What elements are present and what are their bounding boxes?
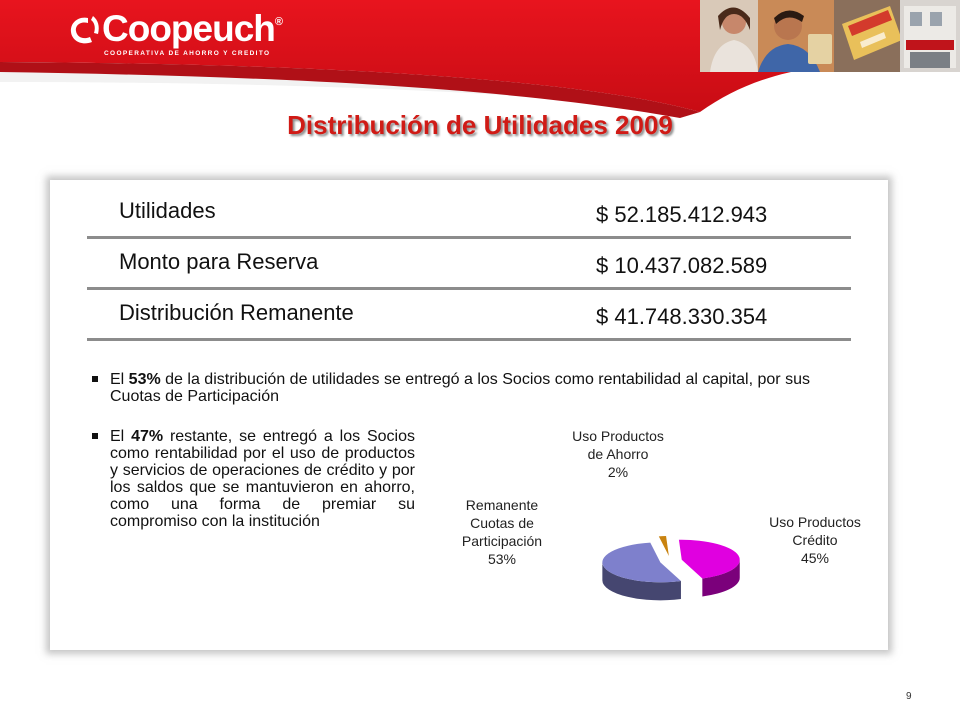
bullet-square-icon bbox=[92, 433, 98, 439]
bullet-percent: 53% bbox=[128, 371, 161, 388]
row-label: Monto para Reserva bbox=[119, 249, 319, 274]
header-photo-card bbox=[834, 0, 902, 72]
header-photo-building bbox=[900, 0, 960, 72]
row-value: $ 41.748.330.354 bbox=[596, 304, 768, 329]
utilities-table bbox=[87, 188, 851, 341]
label-line: Remanente bbox=[465, 497, 539, 513]
label-line: de Ahorro bbox=[587, 446, 649, 462]
label-value: 2% bbox=[607, 464, 629, 480]
label-line: Uso Productos bbox=[769, 514, 861, 530]
table-row bbox=[87, 290, 851, 341]
row-value: $ 10.437.082.589 bbox=[596, 253, 768, 278]
table-row bbox=[87, 239, 851, 290]
pie-slice bbox=[659, 536, 669, 556]
brand-name: Coopeuch bbox=[102, 8, 275, 49]
table-row bbox=[87, 188, 851, 239]
header-photo-woman bbox=[700, 0, 762, 72]
brand-registered: ® bbox=[274, 16, 282, 28]
bullet-47-percent bbox=[110, 428, 415, 530]
bullet-text-post: restante, se entregó a los Socios como rentabilidad por el uso de productos y servicios de operaciones de crédito y por los saldos que se mantuvieron en ahorro, como una forma de premiar su compromiso con la institución bbox=[110, 428, 416, 530]
page-number: 9 bbox=[906, 691, 912, 702]
label-line: Crédito bbox=[792, 532, 838, 548]
brand-tagline: COOPERATIVA DE AHORRO Y CREDITO bbox=[104, 50, 271, 57]
row-label: Distribución Remanente bbox=[119, 300, 354, 325]
label-uso-ahorro bbox=[548, 427, 688, 481]
label-line: Cuotas de bbox=[470, 515, 534, 531]
label-line: Uso Productos bbox=[572, 428, 664, 444]
coopeuch-logo-mark-icon bbox=[66, 12, 102, 48]
bullet-text-pre: El bbox=[110, 428, 132, 445]
bullet-text-post: de la distribución de utilidades se entregó a los Socios como rentabilidad al capital, por sus Cuotas de Participación bbox=[110, 371, 810, 405]
bullet-square-icon bbox=[92, 376, 98, 382]
bullet-percent: 47% bbox=[131, 428, 164, 445]
row-label: Utilidades bbox=[119, 198, 216, 223]
coopeuch-logo bbox=[66, 8, 282, 62]
bullet-53-percent bbox=[110, 371, 810, 405]
bullet-text-pre: El bbox=[110, 371, 129, 388]
page-title: Distribución de Utilidades 2009 bbox=[287, 110, 673, 140]
label-value: 53% bbox=[487, 551, 517, 567]
label-remanente bbox=[442, 496, 562, 568]
row-value: $ 52.185.412.943 bbox=[596, 202, 768, 227]
label-uso-credito bbox=[745, 513, 885, 567]
label-line: Participación bbox=[461, 533, 543, 549]
page-title-wrap bbox=[0, 110, 960, 141]
header-photo-man bbox=[758, 0, 836, 72]
label-value: 45% bbox=[800, 550, 830, 566]
